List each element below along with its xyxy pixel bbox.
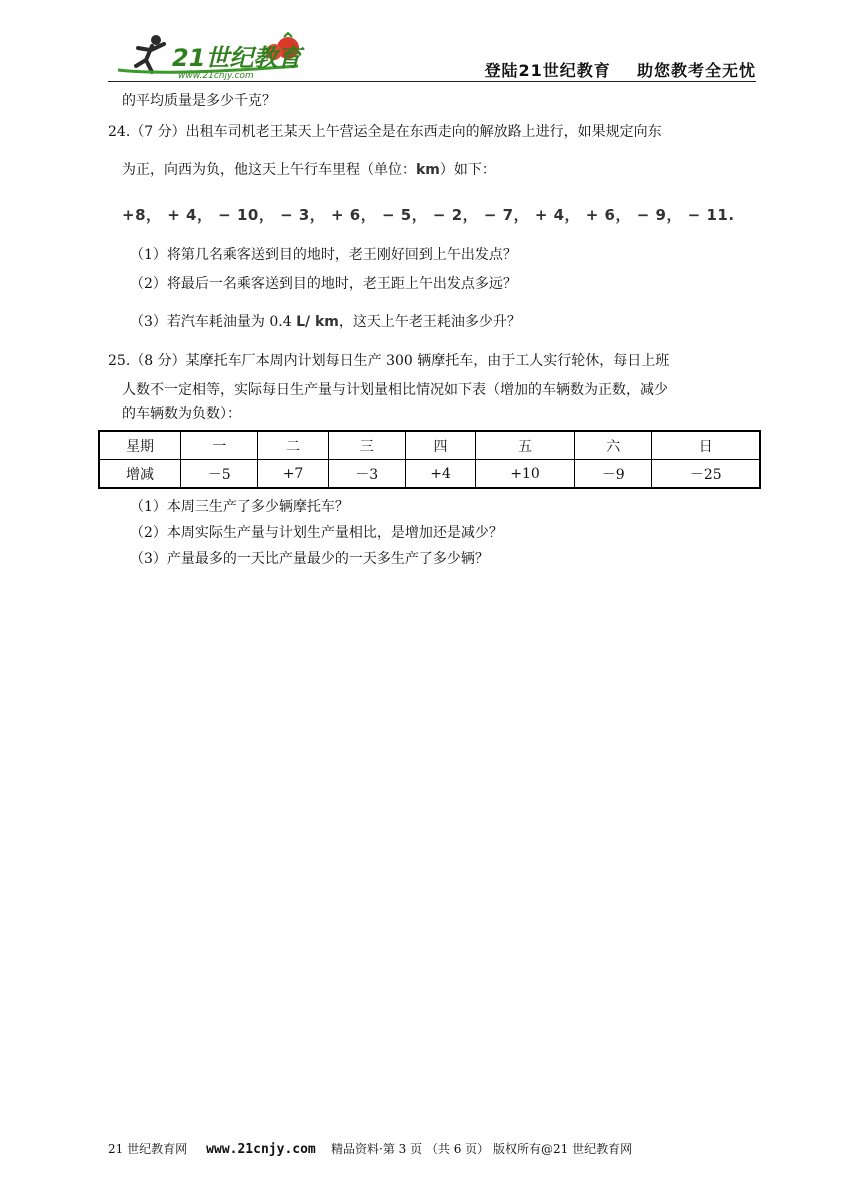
q24-sub2: （2）将最后一名乘客送到目的地时，老王距上午出发点多远？ (130, 276, 517, 292)
q24-sub1: （1）将第几名乘客送到目的地时，老王刚好回到上午出发点？ (130, 247, 517, 263)
carryover-line: 的平均质量是多少千克？ (122, 93, 276, 109)
table-cell: 一 (181, 431, 258, 460)
table-cell: +7 (258, 460, 328, 489)
table-cell: 增减 (99, 460, 181, 489)
q25-line2: 人数不一定相等，实际每日生产量与计划量相比情况如下表（增加的车辆数为正数，减少 (122, 382, 668, 398)
table-cell: 星期 (99, 431, 181, 460)
q25-line1: 25.（8 分）某摩托车厂本周内计划每日生产 300 辆摩托车，由于工人实行轮休，每日上班 (108, 353, 670, 369)
q24-sub3-suffix: ，这天上午老王耗油多少升？ (338, 314, 521, 330)
table-cell: 四 (406, 431, 476, 460)
table-header-row (99, 431, 760, 460)
table-cell: 五 (476, 431, 575, 460)
footer-url[interactable]: www.21cnjy.com (206, 1142, 316, 1157)
q25-sub1: （1）本周三生产了多少辆摩托车？ (130, 499, 349, 515)
table-cell: 三 (328, 431, 405, 460)
footer-page-info: 精品资料·第 3 页 （共 6 页） 版权所有@21 世纪教育网 (331, 1142, 633, 1156)
page-header (108, 30, 756, 82)
production-table (98, 430, 761, 489)
page-footer (108, 1140, 758, 1157)
table-cell: 日 (652, 431, 760, 460)
table-cell: －5 (181, 460, 258, 489)
footer-site: 21 世纪教育网 (108, 1142, 188, 1156)
table-cell: 二 (258, 431, 328, 460)
table-cell: 六 (575, 431, 652, 460)
logo-text: 21世纪教育 (172, 44, 302, 72)
table-cell: －3 (328, 460, 405, 489)
header-slogan: 登陆21世纪教育 助您教考全无忧 (484, 61, 756, 80)
q24-line2 (122, 160, 496, 180)
header-divider (108, 81, 756, 82)
q24-unit-km: km (416, 162, 440, 178)
q24-line1: 24.（7 分）出租车司机老王某天上午营运全是在东西走向的解放路上进行，如果规定向东 (108, 124, 662, 140)
q24-mileage-numbers: +8， + 4， − 10， − 3， + 6， − 5， − 2， − 7， + 4， + 6， − 9， − 11. (122, 206, 735, 224)
table-cell: －9 (575, 460, 652, 489)
table-cell: +10 (476, 460, 575, 489)
q24-unit-lkm: L/ km (296, 314, 339, 330)
q24-line2-prefix: 为正，向西为负，他这天上午行车里程（单位： (122, 162, 416, 178)
q24-sub3 (130, 312, 521, 332)
q25-sub2: （2）本周实际生产量与计划生产量相比，是增加还是减少？ (130, 525, 503, 541)
q25-sub3: （3）产量最多的一天比产量最少的一天多生产了多少辆？ (130, 551, 489, 567)
q24-line2-suffix: ）如下： (439, 162, 496, 178)
site-logo (108, 30, 308, 82)
q25-line3: 的车辆数为负数）： (122, 406, 241, 422)
table-row (99, 460, 760, 489)
logo-url: www.21cnjy.com (178, 71, 254, 81)
table-cell: +4 (406, 460, 476, 489)
table-cell: －25 (652, 460, 760, 489)
q24-sub3-prefix: （3）若汽车耗油量为 0.4 (130, 314, 297, 330)
